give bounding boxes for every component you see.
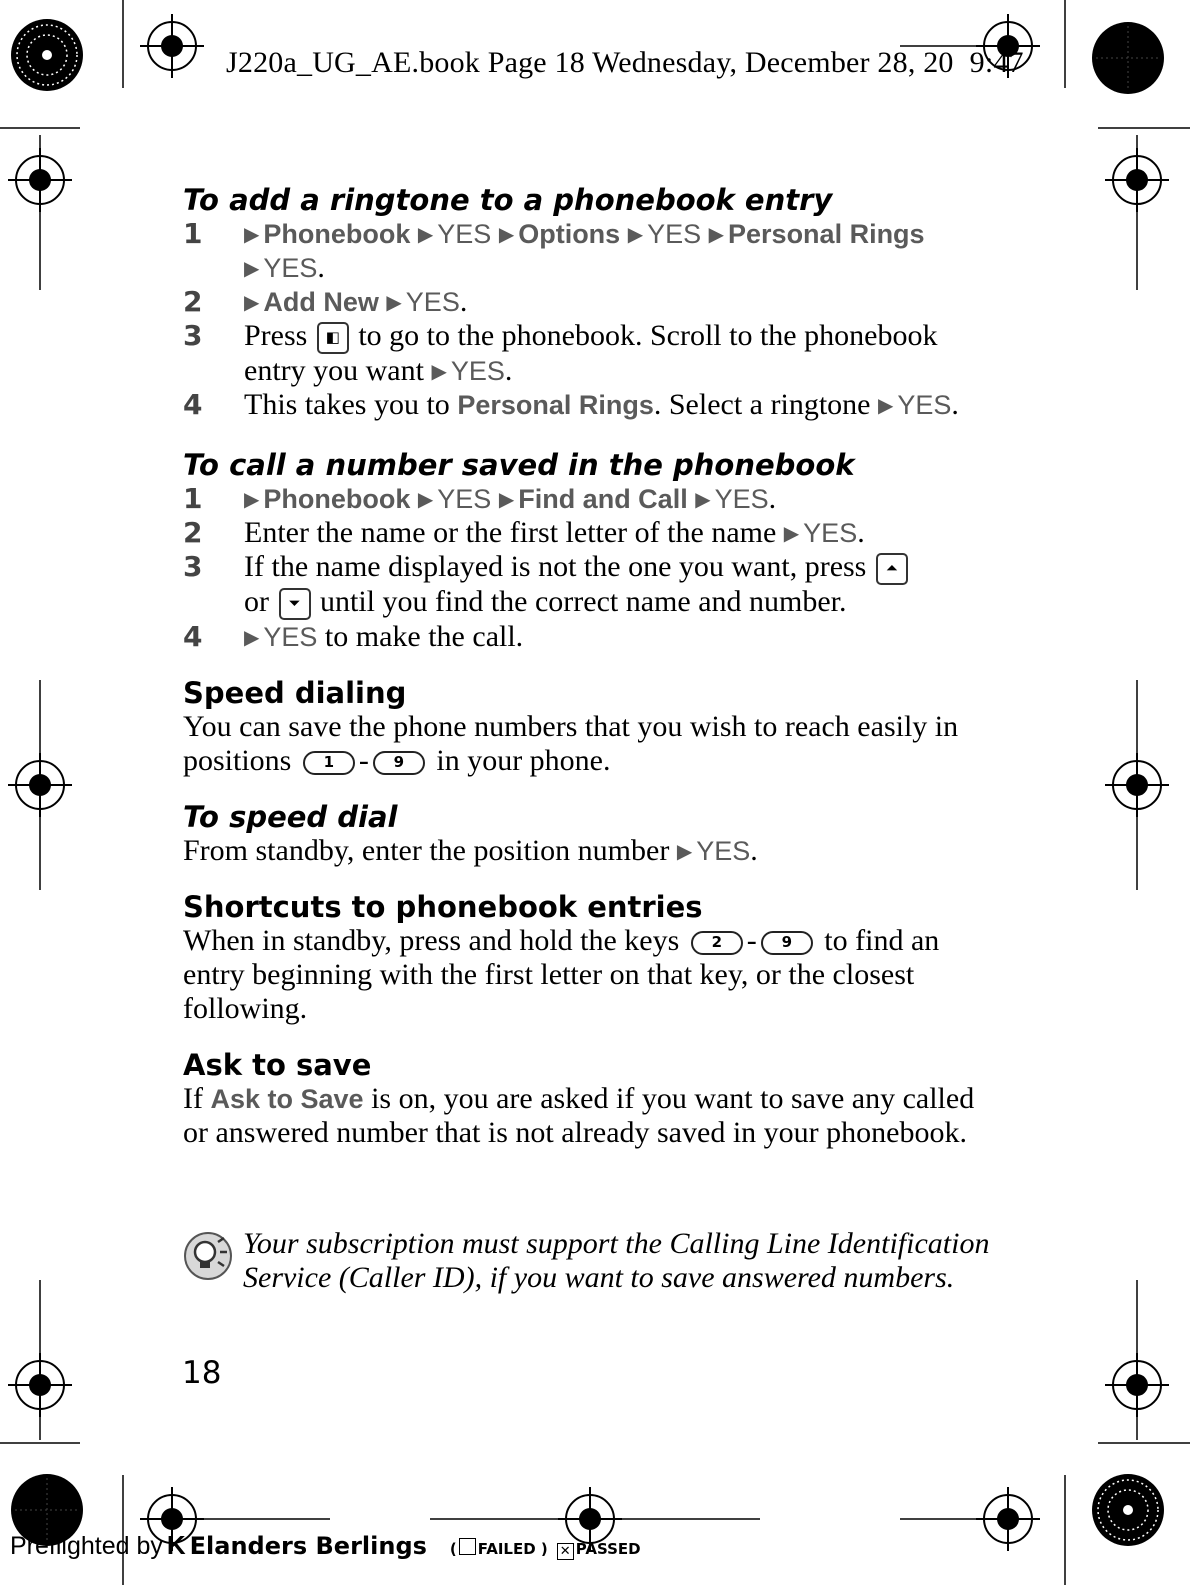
arrow-right-icon: ▶ (877, 393, 894, 418)
key-9-icon: 9 (373, 751, 425, 775)
arrow-right-icon: ▶ (783, 521, 800, 546)
speed-dialing-text: You can save the phone numbers that you wish to reach easily in positions 1 - 9 in your phone. (183, 710, 959, 778)
heading-call-number: To call a number saved in the phonebook (183, 448, 855, 483)
arrow-right-icon: ▶ (244, 222, 260, 246)
step-2: 2 Enter the name or the first letter of the name ▶ YES. (183, 516, 865, 550)
key-1-icon: 1 (303, 751, 355, 775)
heading-add-ringtone: To add a ringtone to a phonebook entry (183, 183, 833, 217)
key-9-icon: 9 (761, 931, 813, 955)
phonebook-key-icon: ◧ (317, 322, 349, 354)
step-3: 3 If the name displayed is not the one you want, press ⏶ or ⏷ until you find the correct name and number. (183, 550, 1003, 620)
arrow-right-icon: ▶ (417, 222, 434, 246)
tip-lightbulb-icon (182, 1230, 234, 1282)
arrow-right-icon: ▶ (498, 222, 515, 246)
preflight-footer: Preflighted by K Elanders Berlings ( FAILED ) ✕ PASSED (10, 1530, 641, 1560)
heading-speed-dialing: Speed dialing (183, 676, 407, 711)
shortcuts-text: When in standby, press and hold the keys 2 - 9 to find an entry beginning with the first letter on that key, or the closest following. (183, 924, 940, 1026)
arrow-right-icon: ▶ (244, 256, 260, 280)
arrow-right-icon: ▶ (627, 222, 644, 246)
ask-to-save-text: If Ask to Save is on, you are asked if you want to save any called or answered number that is not already saved in your phonebook. (183, 1082, 975, 1150)
arrow-right-icon: ▶ (498, 487, 515, 512)
step-1: 1 ▶ Phonebook ▶ YES ▶ Find and Call ▶ YES. (183, 482, 777, 516)
print-slug: J220a_UG_AE.book Page 18 Wednesday, December 28, 20 9:47 (226, 46, 1024, 79)
nav-up-key-icon: ⏶ (876, 553, 908, 585)
speed-dial-text: From standby, enter the position number ▶ YES. (183, 834, 758, 868)
step-3: 3 Press ◧ to go to the phonebook. Scroll to the phonebook entry you want ▶ YES. (183, 319, 938, 388)
step-4: 4 This takes you to Personal Rings. Select a ringtone ▶ YES. (183, 388, 959, 422)
heading-shortcuts: Shortcuts to phonebook entries (183, 890, 703, 925)
arrow-right-icon: ▶ (431, 359, 447, 384)
arrow-right-icon: ▶ (708, 222, 725, 246)
passed-checkbox-checked: ✕ (557, 1543, 574, 1560)
arrow-right-icon: ▶ (676, 839, 693, 864)
page-content (183, 183, 1003, 1150)
arrow-right-icon: ▶ (417, 487, 434, 512)
step-4: 4 ▶ YES to make the call. (183, 620, 524, 654)
failed-checkbox (459, 1538, 476, 1555)
step-2: 2 ▶ Add New ▶ YES. (183, 285, 468, 318)
arrow-right-icon: ▶ (244, 625, 260, 650)
step-1: 1 ▶ Phonebook ▶ YES ▶ Options ▶ YES ▶ Personal Rings ▶ YES. (183, 217, 925, 284)
arrow-right-icon: ▶ (695, 487, 711, 512)
key-2-icon: 2 (691, 931, 743, 955)
arrow-right-icon: ▶ (386, 290, 402, 314)
nav-down-key-icon: ⏷ (279, 588, 311, 620)
heading-to-speed-dial: To speed dial (183, 800, 398, 835)
page-number: 18 (182, 1355, 222, 1391)
elanders-logo-icon: K (166, 1530, 186, 1560)
arrow-right-icon: ▶ (244, 487, 260, 512)
arrow-right-icon: ▶ (244, 290, 260, 314)
tip-note: Your subscription must support the Calling Line Identification Service (Caller ID), if you want to save answered numbers. (243, 1227, 990, 1294)
heading-ask-to-save: Ask to save (183, 1048, 372, 1083)
